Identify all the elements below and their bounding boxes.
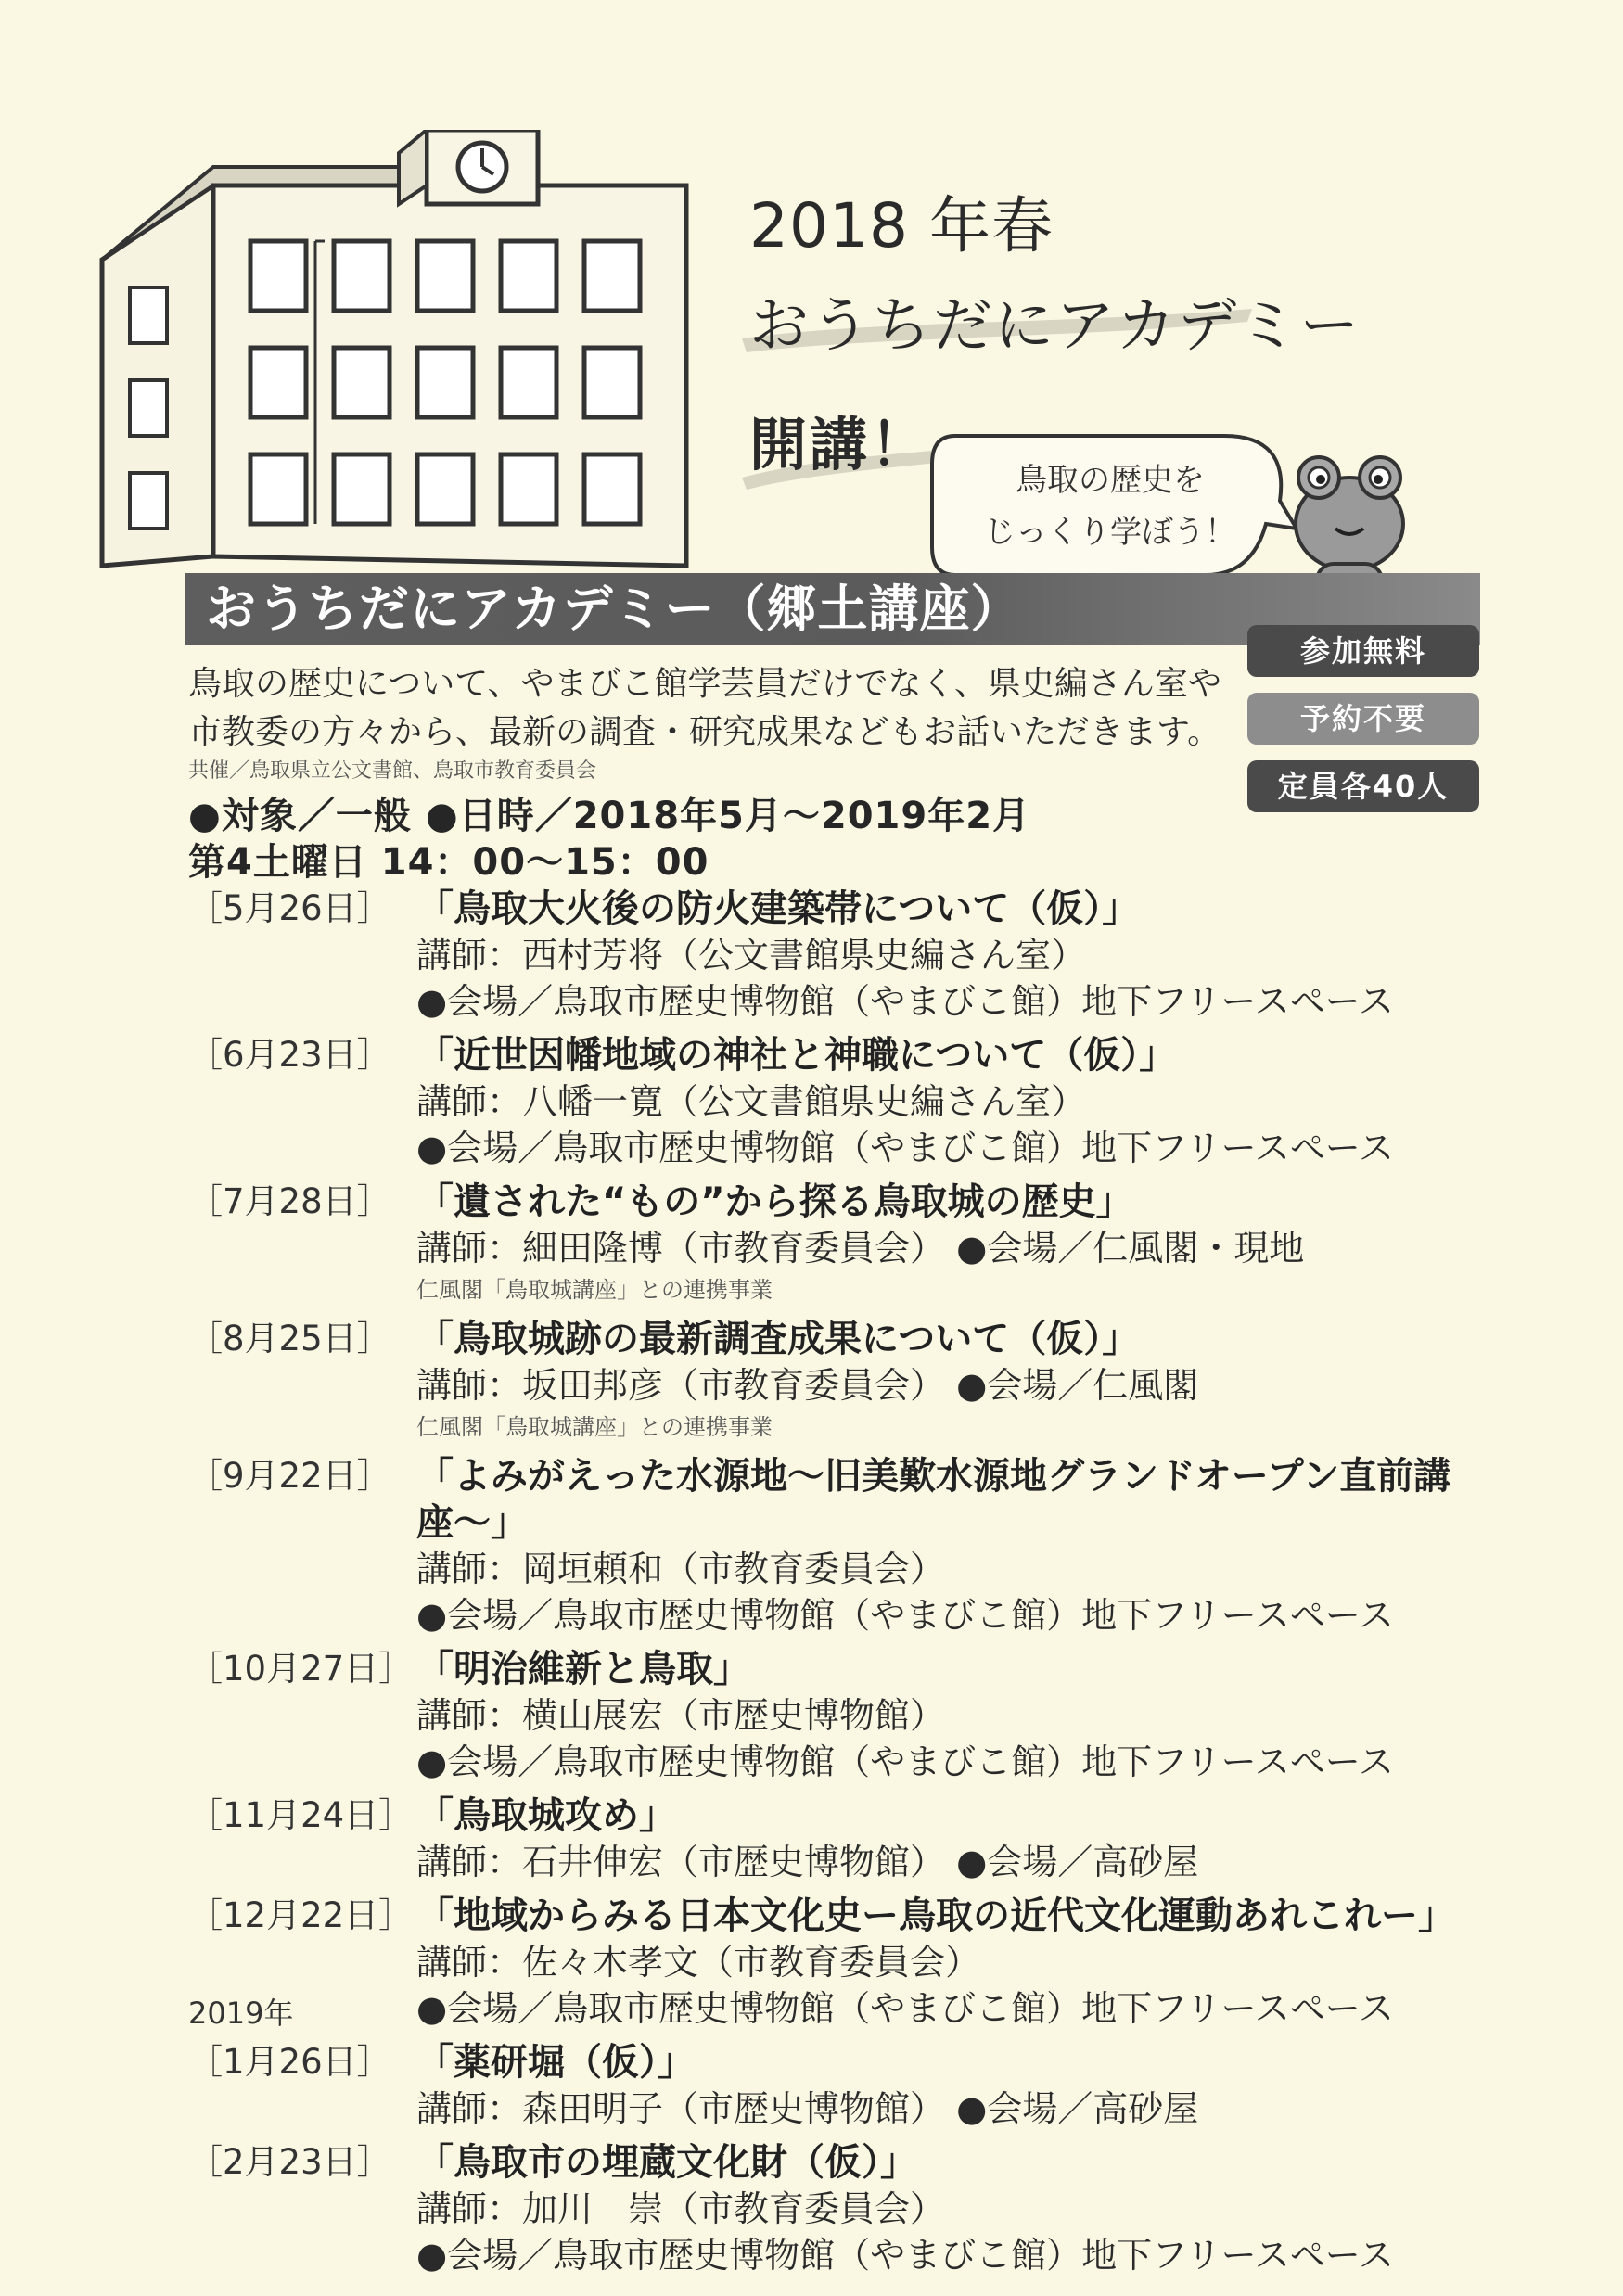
header-academy-name: おうちだにアカデミー: [749, 292, 1361, 361]
lecture-venue: ●会場／鳥取市歴史博物館（やまびこ館）地下フリースペース: [416, 2235, 1394, 2276]
lecture-item: [188, 2139, 1505, 2278]
lecture-speaker: 講師：森田明子（市歴史博物館） ●会場／高砂屋: [416, 2088, 1199, 2129]
lecture-title: 「よみがえった水源地〜旧美歎水源地グランドオープン直前講座〜」: [416, 1455, 1451, 1544]
lecture-title: 「地域からみる日本文化史ー鳥取の近代文化運動あれこれー」: [416, 1894, 1455, 1937]
lecture-speaker: 講師：岡垣頼和（市教育委員会）: [416, 1549, 946, 1589]
lecture-item: [188, 886, 1505, 1025]
lecture-date: ［8月25日］: [188, 1319, 391, 1358]
lecture-speaker: 講師：坂田邦彦（市教育委員会） ●会場／仁風閣: [416, 1365, 1199, 1406]
lecture-title: 「鳥取大火後の防火建築帯について（仮）」: [416, 887, 1140, 930]
lecture-speaker: 講師：横山展宏（市歴史博物館）: [416, 1695, 946, 1736]
lecture-date: ［10月27日］: [188, 1649, 414, 1689]
lecture-date: ［6月23日］: [188, 1035, 391, 1075]
lecture-date: ［1月26日］: [188, 2042, 391, 2082]
audience-and-period: ●対象／一般 ●日時／2018年5月〜2019年2月: [188, 795, 1031, 837]
badge-free-admission: 参加無料: [1247, 625, 1479, 677]
lecture-speaker: 講師：加川 崇（市教育委員会）: [416, 2188, 946, 2229]
lecture-details: [416, 2039, 1505, 2132]
lecture-item: [188, 1032, 1505, 1171]
lecture-item: [188, 1792, 1505, 1885]
schedule-time: 第4土曜日 14：00〜15：00: [188, 841, 709, 884]
lecture-item: [188, 1893, 1505, 2032]
lecture-date: ［5月26日］: [188, 888, 391, 928]
lecture-details: [416, 886, 1505, 1025]
lecture-speaker: 講師：佐々木孝文（市教育委員会）: [416, 1942, 981, 1983]
lecture-title: 「鳥取市の埋蔵文化財（仮）」: [416, 2141, 917, 2184]
year-label: 2019年: [188, 1996, 294, 2031]
badge-capacity: 定員各40人: [1247, 760, 1479, 812]
lecture-details: [416, 1316, 1505, 1446]
lecture-schedule-list: [188, 886, 1505, 2286]
lecture-date: ［9月22日］: [188, 1456, 391, 1496]
lecture-item: [188, 1453, 1505, 1639]
lecture-venue: ●会場／鳥取市歴史博物館（やまびこ館）地下フリースペース: [416, 1128, 1394, 1168]
lecture-title: 「鳥取城攻め」: [416, 1794, 676, 1837]
lecture-speaker: 講師：石井伸宏（市歴史博物館） ●会場／高砂屋: [416, 1842, 1199, 1882]
lecture-details: [416, 1179, 1505, 1308]
lecture-title: 「薬研堀（仮）」: [416, 2041, 695, 2084]
lecture-venue: ●会場／鳥取市歴史博物館（やまびこ館）地下フリースペース: [416, 1595, 1394, 1636]
lecture-title: 「近世因幡地域の神社と神職について（仮）」: [416, 1034, 1177, 1077]
intro-text: 鳥取の歴史について、やまびこ館学芸員だけでなく、県史編さん室や 市教委の方々から、最新の調査・研究成果などもお話いただきます。: [188, 665, 1221, 751]
lecture-details: [416, 1032, 1505, 1171]
lecture-details: [416, 2139, 1505, 2278]
cosponsor-note: 共催／鳥取県立公文書館、鳥取市教育委員会: [188, 759, 597, 783]
header-opening: 開講！: [749, 411, 931, 478]
lecture-date: ［11月24日］: [188, 1795, 414, 1835]
lecture-details: [416, 1792, 1505, 1885]
lecture-title: 「鳥取城跡の最新調査成果について（仮）」: [416, 1318, 1140, 1360]
lecture-title: 「遺された“もの”から探る鳥取城の歴史」: [416, 1180, 1133, 1223]
school-building-illustration: [93, 130, 742, 575]
lecture-speaker: 講師：細田隆博（市教育委員会） ●会場／仁風閣・現地: [416, 1228, 1305, 1269]
lecture-date: ［7月28日］: [188, 1181, 391, 1221]
section-banner-title: おうちだにアカデミー（郷土講座）: [206, 580, 1022, 638]
lecture-venue: ●会場／鳥取市歴史博物館（やまびこ館）地下フリースペース: [416, 1741, 1394, 1782]
lecture-date: ［12月22日］: [188, 1895, 414, 1935]
lecture-item: [188, 2039, 1505, 2132]
lecture-note: 仁風閣「鳥取城講座」との連携事業: [416, 1277, 773, 1303]
lecture-details: [416, 1453, 1505, 1639]
lecture-note: 仁風閣「鳥取城講座」との連携事業: [416, 1414, 773, 1440]
speech-bubble-text: 鳥取の歴史を じっくり学ぼう！: [984, 462, 1236, 551]
header-year: 2018 年春: [749, 190, 1054, 261]
lecture-item: [188, 1646, 1505, 1785]
lecture-date: ［2月23日］: [188, 2142, 391, 2182]
lecture-date-column: [188, 1893, 416, 2032]
lecture-item: [188, 1316, 1505, 1446]
lecture-speaker: 講師：八幡一寛（公文書館県史編さん室）: [416, 1081, 1087, 1122]
lecture-details: [416, 1893, 1505, 2032]
badge-no-reservation: 予約不要: [1247, 693, 1479, 745]
lecture-venue: ●会場／鳥取市歴史博物館（やまびこ館）地下フリースペース: [416, 981, 1394, 1022]
lecture-speaker: 講師：西村芳将（公文書館県史編さん室）: [416, 935, 1087, 976]
lecture-item: [188, 1179, 1505, 1308]
lecture-title: 「明治維新と鳥取」: [416, 1648, 750, 1690]
lecture-details: [416, 1646, 1505, 1785]
lecture-venue: ●会場／鳥取市歴史博物館（やまびこ館）地下フリースペース: [416, 1988, 1394, 2029]
